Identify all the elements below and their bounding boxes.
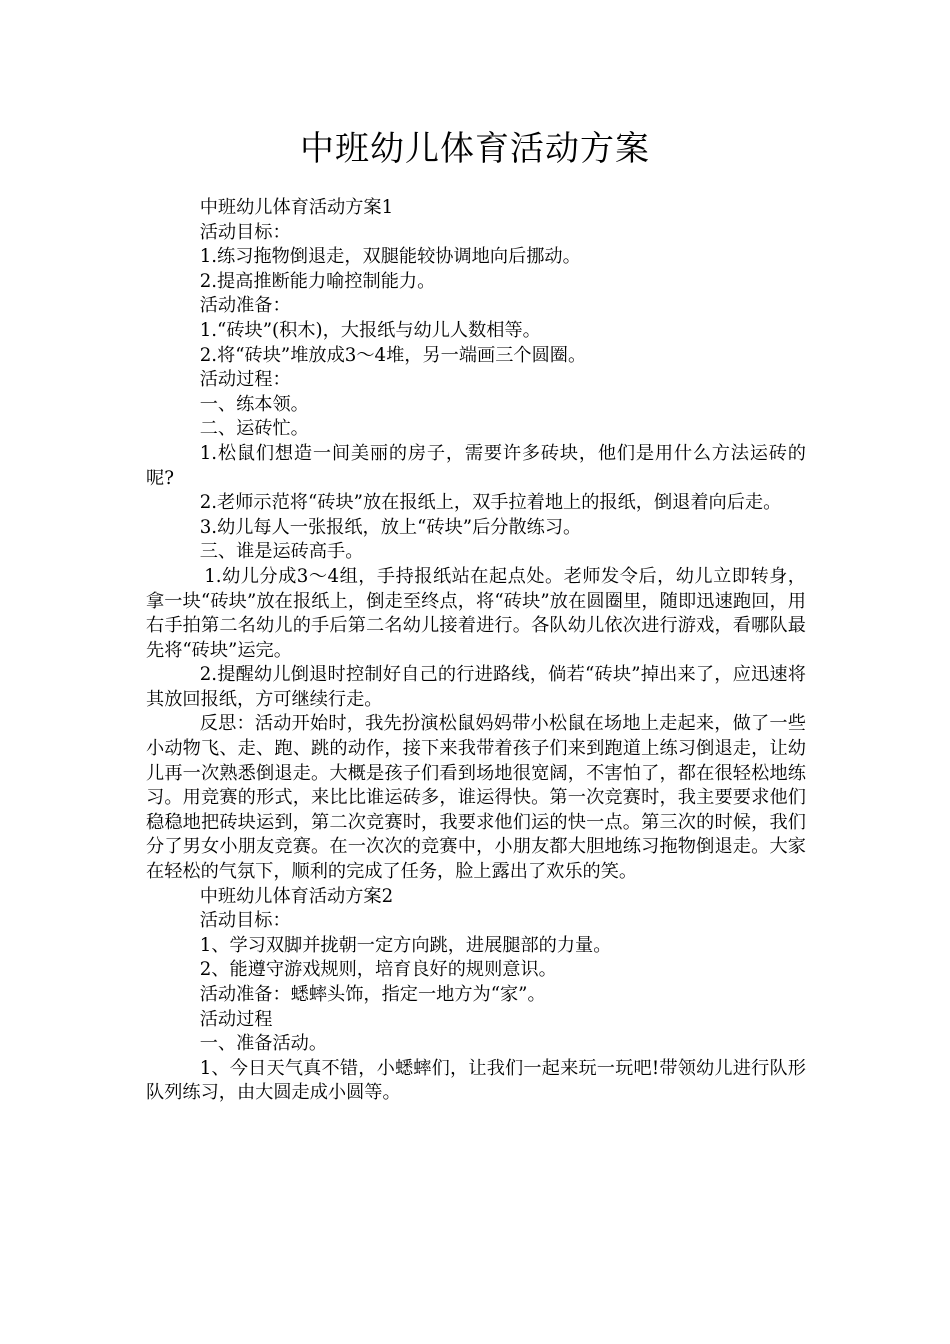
- paragraph: 1.幼儿分成3～4组，手持报纸站在起点处。老师发令后，幼儿立即转身，拿一块“砖块”放在报纸上，倒走至终点，将“砖块”放在圆圈里，随即迅速跑回，用右手拍第二名幼儿的手后第二名幼儿接着进行。各队幼儿依次进行游戏，看哪队最先将“砖块”运完。: [146, 565, 806, 661]
- document-title: 中班幼儿体育活动方案: [300, 129, 650, 169]
- paragraph-goals-heading: 活动目标：: [199, 221, 291, 243]
- paragraph: 2.将“砖块”堆放成3～4堆，另一端画三个圆圈。: [199, 344, 587, 366]
- paragraph-section-heading-1: 中班幼儿体育活动方案1: [199, 197, 394, 218]
- paragraph-process-heading: 活动过程: [199, 1008, 273, 1030]
- paragraph: 1.松鼠们想造一间美丽的房子，需要许多砖块，他们是用什么方法运砖的呢?: [146, 442, 806, 489]
- document-body: [146, 196, 806, 1106]
- paragraph: 一、准备活动。: [199, 1033, 328, 1055]
- paragraph-goals-heading: 活动目标：: [199, 910, 291, 932]
- paragraph: 1.练习拖物倒退走，双腿能较协调地向后挪动。: [199, 246, 581, 268]
- paragraph: 3.幼儿每人一张报纸，放上“砖块”后分散练习。: [199, 516, 582, 538]
- paragraph-process-heading: 活动过程：: [199, 369, 291, 391]
- paragraph: 三、谁是运砖高手。: [199, 541, 364, 563]
- paragraph: 2.提醒幼儿倒退时控制好自己的行进路线，倘若“砖块”掉出来了，应迅速将其放回报纸，方可继续行走。: [146, 664, 806, 710]
- paragraph: 2.老师示范将“砖块”放在报纸上，双手拉着地上的报纸，倒退着向后走。: [199, 492, 782, 514]
- paragraph: 1、学习双脚并拢朝一定方向跳，进展腿部的力量。: [199, 934, 612, 956]
- paragraph: 2、能遵守游戏规则，培育良好的规则意识。: [199, 959, 557, 981]
- paragraph: 2.提高推断能力喻控制能力。: [199, 270, 436, 292]
- paragraph: 活动准备：蟋蟀头饰，指定一地方为“家”。: [199, 984, 546, 1005]
- paragraph-reflection: 反思：活动开始时，我先扮演松鼠妈妈带小松鼠在场地上走起来，做了一些小动物飞、走、跑、跳的动作，接下来我带着孩子们来到跑道上练习倒退走，让幼儿再一次熟悉倒退走。大概是孩子们看到场地很宽阔，不害怕了，都在很轻松地练习。用竞赛的形式，来比比谁运砖多，谁运得快。第一次竞赛时，我主要要求他们稳稳地把砖块运到，第二次竞赛时，我要求他们运的快一点。第三次的时候，我们分了男女小朋友竞赛。在一次次的竞赛中，小朋友都大胆地练习拖物倒退走。大家在轻松的气氛下，顺利的完成了任务，脸上露出了欢乐的笑。: [146, 713, 806, 883]
- paragraph: 1.“砖块”(积木)，大报纸与幼儿人数相等。: [199, 319, 541, 341]
- paragraph: 1、今日天气真不错，小蟋蟀们，让我们一起来玩一玩吧!带领幼儿进行队形队列练习，由大圆走成小圆等。: [146, 1057, 806, 1104]
- paragraph-section-heading-2: 中班幼儿体育活动方案2: [199, 885, 394, 907]
- paragraph-preparation-heading: 活动准备：: [199, 295, 291, 317]
- paragraph: 一、练本领。: [199, 393, 309, 415]
- paragraph: 二、运砖忙。: [199, 418, 309, 440]
